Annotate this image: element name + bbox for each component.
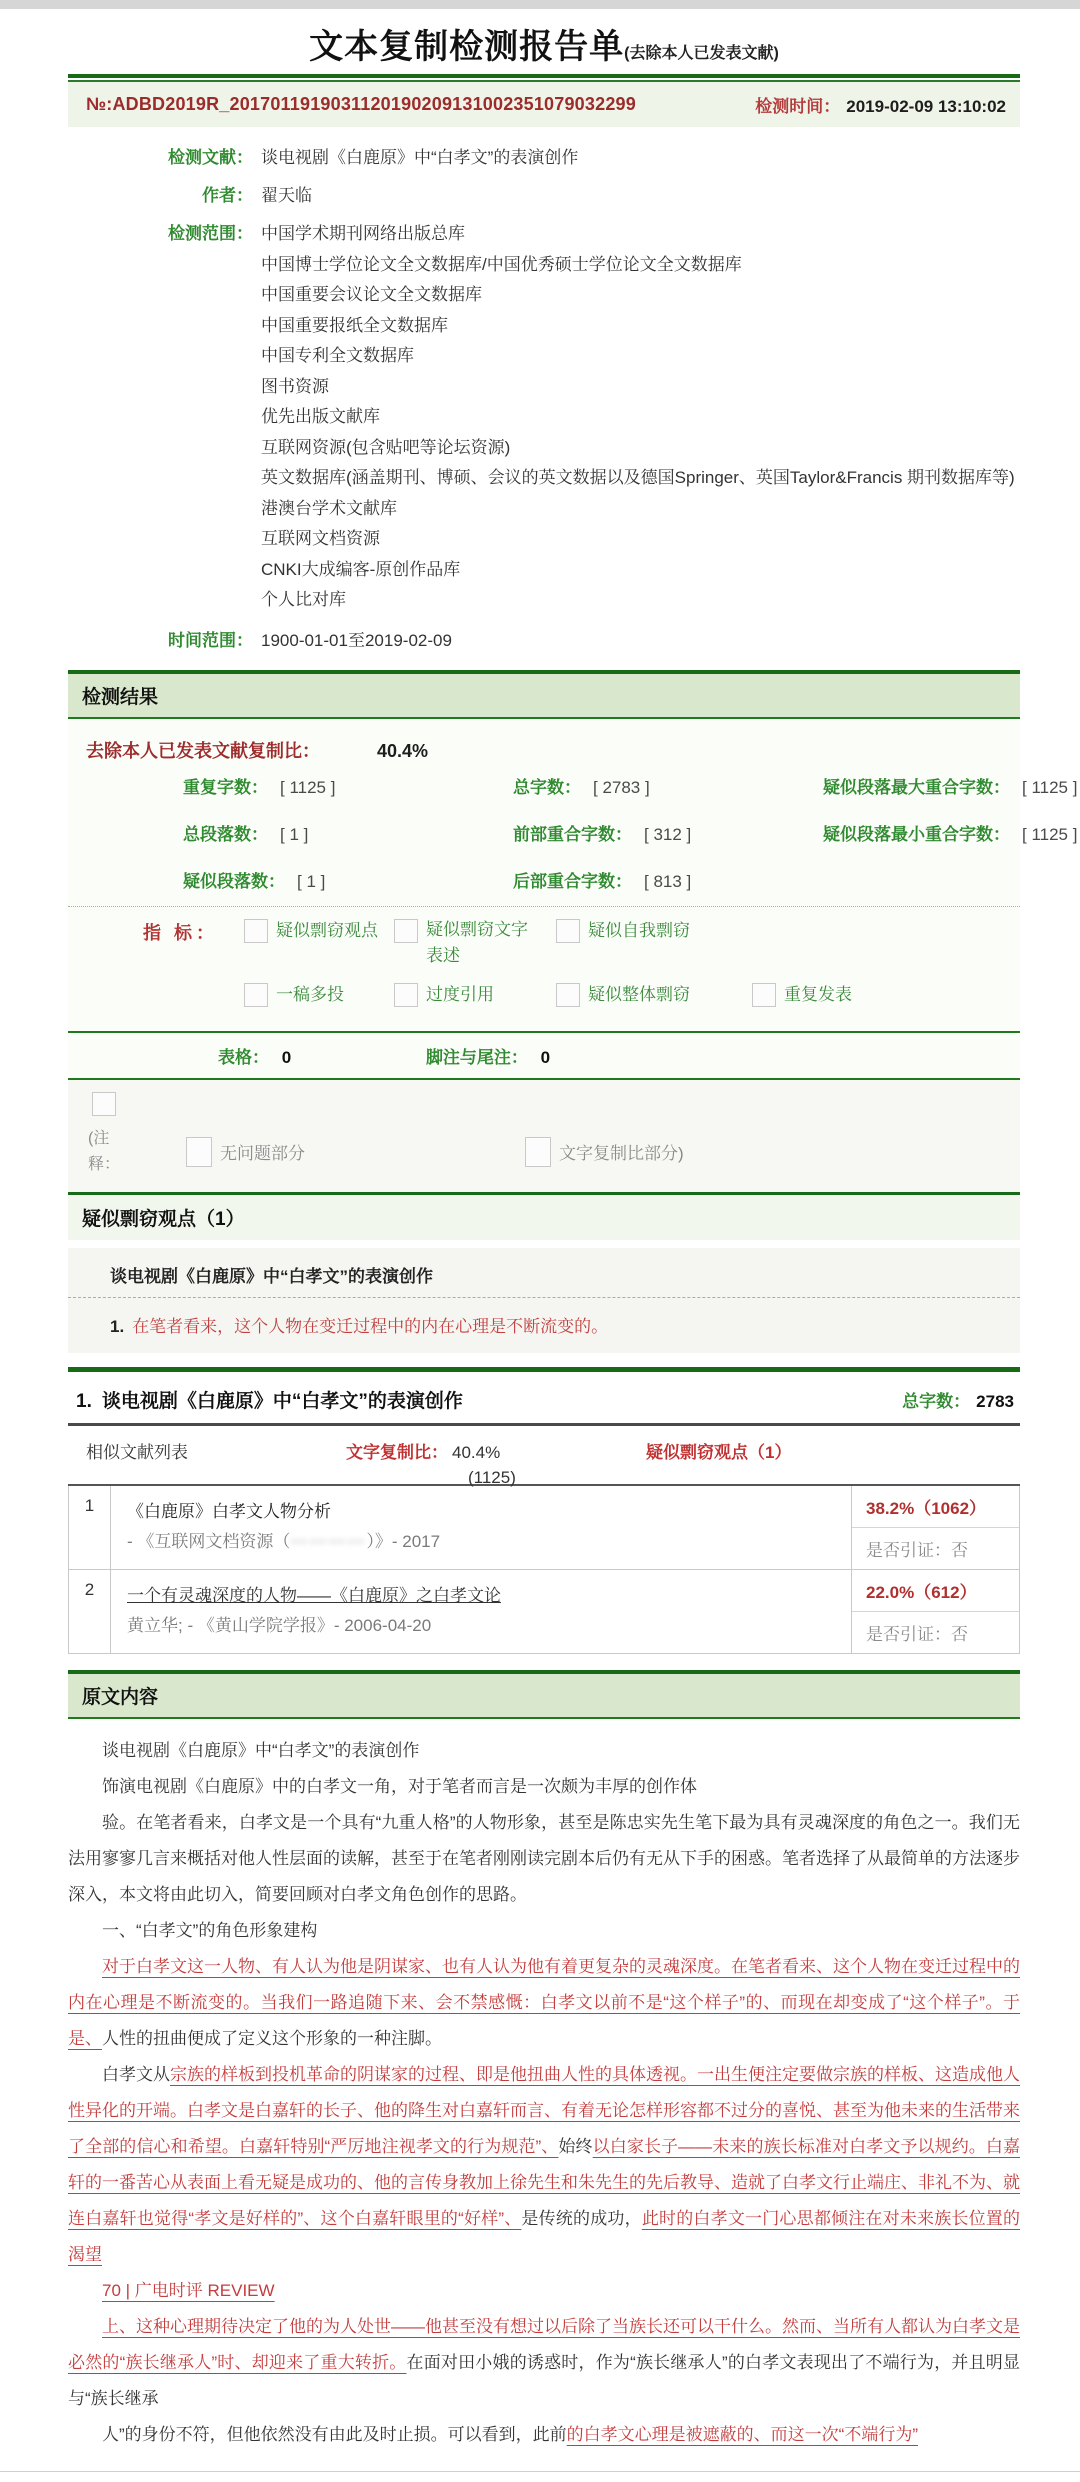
- suspect-item-number: 1.: [110, 1316, 125, 1336]
- doc-label: 检测文献：: [168, 148, 253, 167]
- checkbox-whole-plagiarism[interactable]: [556, 983, 580, 1007]
- report-page: [0, 9, 1080, 2482]
- stat-max-overlap: 疑似段落最大重合字数： [ 1125 ]: [823, 777, 1078, 797]
- section-header-suspect-viewpoints: 疑似剽窃观点（1）: [68, 1192, 1020, 1240]
- divider-bottom: [0, 2471, 1080, 2472]
- author-value: 翟天临: [261, 186, 312, 205]
- similar-literature-header: [68, 1426, 1020, 1487]
- similar-list-label: 相似文献列表: [86, 1442, 188, 1462]
- counts-row: [68, 1033, 1020, 1078]
- literature-title-link[interactable]: 一个有灵魂深度的人物——《白鹿原》之白孝文论: [127, 1586, 501, 1605]
- indicator-whole-plagiarism: 疑似整体剽窃: [556, 983, 752, 1007]
- redacted-text: ⋯⋯⋯⋯: [290, 1532, 367, 1551]
- stat-total-chars: 总字数： [ 2783 ]: [513, 777, 650, 797]
- indicator-row-2: [68, 983, 1020, 1007]
- suspect-doc-title: 谈电视剧《白鹿原》中“白孝文”的表演创作: [68, 1260, 1020, 1298]
- detail-section-header: [68, 1372, 1020, 1423]
- stats-grid: [68, 769, 1078, 900]
- row-right: [852, 1485, 1020, 1570]
- note-prefix: (注 释：: [88, 1129, 121, 1173]
- indicator-suspect-viewpoint: 疑似剽窃观点: [244, 919, 394, 943]
- scope-item: 互联网文档资源: [261, 529, 380, 548]
- scope-item: 中国专利全文数据库: [261, 346, 414, 365]
- indicator-label: 指 标：: [142, 922, 218, 943]
- detail-title: 谈电视剧《白鹿原》中“白孝文”的表演创作: [101, 1390, 463, 1412]
- suspect-item-text: 在笔者看来，这个人物在变迁过程中的内在心理是不断流变的。: [132, 1316, 609, 1336]
- checkbox-no-problem[interactable]: [186, 1137, 212, 1167]
- info-row-author: [68, 181, 1020, 211]
- scope-item: 中国学术期刊网络出版总库: [261, 224, 465, 243]
- document-info: [68, 127, 1020, 670]
- stat-back-overlap: 后部重合字数： [ 813 ]: [513, 871, 692, 891]
- content-paragraph-plagiarized: 人”的身份不符，但他依然没有由此及时止损。可以看到，此前的白孝文心理是被遮蔽的、而这一次“不端行为”: [102, 2424, 918, 2444]
- scope-item: 中国重要报纸全文数据库: [261, 315, 448, 335]
- copy-ratio-summary: [346, 1438, 646, 1487]
- checkbox-suspect-wording[interactable]: [394, 919, 418, 943]
- page-subtitle: (去除本人已发表文献): [624, 45, 779, 62]
- content-paragraph: 饰演电视剧《白鹿原》中的白孝文一角，对于笔者而言是一次颇为丰厚的创作体: [102, 1776, 697, 1796]
- content-paragraph-plagiarized: 白孝文从宗族的样板到投机革命的阴谋家的过程、即是他扭曲人性的具体透视。一出生便注定要做宗族的样板、这造成他人性异化的开端。白孝文是白嘉轩的长子、他的降生对白嘉轩而言、有着无论怎样形容都不过分的喜悦、甚至为他未来的生活带来了全部的信心和希望。白嘉轩特别“严厉地注视孝文的行为规范”、始终以白家长子——未来的族长标准对白孝文予以规约。白嘉轩的一番苦心从表面上看无疑是成功的、他的言传身教加上徐先生和朱先生的先后教导、造就了白孝文行止端庄、非礼不为、就连白嘉轩也觉得“孝文是好样的”、这个白嘉轩眼里的“好样”、是传统的成功，此时的白孝文一门心思都倾注在对未来族长位置的渴望: [68, 2064, 1021, 2264]
- scope-item: 中国博士学位论文全文数据库/中国优秀硕士学位论文全文数据库: [261, 254, 742, 274]
- stat-repeat-chars: 重复字数： [ 1125 ]: [183, 777, 336, 797]
- scope-item: 优先出版文献库: [261, 407, 380, 426]
- stat-min-overlap: 疑似段落最小重合字数： [ 1125 ]: [823, 824, 1078, 844]
- note-block: [68, 1080, 1020, 1192]
- range-value: 1900-01-01至2019-02-09: [261, 630, 452, 650]
- result-block: [68, 719, 1078, 1192]
- footnote-count-label: 脚注与尾注：: [425, 1047, 528, 1067]
- checkbox-copy-ratio-part[interactable]: [525, 1137, 551, 1167]
- section-header-original-content: 原文内容: [68, 1670, 1020, 1719]
- detail-number: 1.: [76, 1390, 92, 1412]
- report-title: [68, 9, 1020, 74]
- info-row-scope: [68, 219, 1020, 616]
- copy-ratio-row: [68, 725, 1020, 769]
- checkbox-note-top[interactable]: [92, 1092, 116, 1116]
- suspect-viewpoint-item: [68, 1298, 1020, 1339]
- detail-total-chars: [902, 1387, 1014, 1412]
- content-paragraph-plagiarized: 70 | 广电时评 REVIEW: [102, 2280, 275, 2300]
- report-number-bar: [68, 82, 1020, 127]
- checkbox-suspect-viewpoint[interactable]: [244, 919, 268, 943]
- author-label: 作者：: [202, 186, 253, 205]
- total-chars-value: 2783: [976, 1391, 1014, 1411]
- doc-value: 谈电视剧《白鹿原》中“白孝文”的表演创作: [261, 148, 579, 167]
- content-paragraph: 一、“白孝文”的角色形象建构: [102, 1920, 318, 1940]
- checkbox-self-plagiarism[interactable]: [556, 919, 580, 943]
- divider-double-green: [68, 74, 1020, 82]
- similarity-percent: 22.0%（612）: [852, 1570, 1019, 1612]
- detail-title-line: [76, 1386, 463, 1413]
- copy-ratio-count: (1125): [468, 1467, 516, 1487]
- scope-item: 图书资源: [261, 376, 329, 396]
- row-right: [852, 1569, 1020, 1653]
- copy-ratio-value: 40.4%: [452, 1442, 501, 1462]
- copy-ratio-label: 去除本人已发表文献复制比：: [86, 740, 320, 761]
- note-no-problem: 无问题部分: [186, 1137, 305, 1167]
- suspect-viewpoint-count: 疑似剽窃观点（1）: [646, 1442, 792, 1462]
- table-row: [69, 1485, 1020, 1570]
- literature-source: 黄立华; - 《黄山学院学报》- 2006-04-20: [127, 1616, 432, 1635]
- copy-ratio-value: 40.4%: [377, 740, 429, 761]
- content-paragraph-plagiarized: 上、这种心理期待决定了他的为人处世——他甚至没有想过以后除了当族长还可以干什么。然而、当所有人都认为白孝文是必然的“族长继承人”时、却迎来了重大转折。在面对田小娥的诱惑时，作为“族长继承人”的白孝文表现出了不端行为，并且明显与“族长继承: [68, 2316, 1021, 2408]
- similarity-percent: 38.2%（1062）: [852, 1486, 1019, 1528]
- stat-front-overlap: 前部重合字数： [ 312 ]: [513, 824, 692, 844]
- footnote-count-value: 0: [540, 1047, 551, 1067]
- indicator-over-citation: 过度引用: [394, 983, 556, 1007]
- total-chars-label: 总字数：: [902, 1391, 971, 1411]
- note-copy-ratio-part: 文字复制比部分): [525, 1137, 684, 1167]
- scope-item: 英文数据库(涵盖期刊、博硕、会议的英文数据以及德国Springer、英国Taylor&Francis 期刊数据库等): [261, 468, 1015, 487]
- check-time-value: 2019-02-09 13:10:02: [846, 97, 1006, 116]
- stat-total-paragraphs: 总段落数： [ 1 ]: [183, 824, 309, 844]
- indicators: [68, 907, 1020, 1031]
- table-count-value: 0: [281, 1047, 292, 1067]
- indicator-suspect-wording: 疑似剽窃文字表述: [394, 919, 556, 969]
- original-content: [68, 1719, 1020, 2482]
- content-paragraph-plagiarized: 对于白孝文这一人物、有人认为他是阴谋家、也有人认为他有着更复杂的灵魂深度。在笔者看来、这个人物在变迁过程中的内在心理是不断流变的。当我们一路追随下来、会不禁感慨：白孝文以前不是“这个样子”的、而现在却变成了“这个样子”。于是、人性的扭曲便成了定义这个形象的一种注脚。: [68, 1956, 1020, 2048]
- citation-status: 是否引证：否: [866, 1540, 968, 1560]
- check-time: [755, 92, 1006, 117]
- row-main: [111, 1569, 852, 1653]
- stat-suspect-paragraphs: 疑似段落数： [ 1 ]: [183, 871, 326, 891]
- scope-list: [261, 219, 1015, 616]
- citation-status: 是否引证：否: [866, 1624, 968, 1644]
- scope-item: 互联网资源(包含贴吧等论坛资源): [261, 437, 511, 457]
- info-row-range: [68, 626, 1020, 656]
- checkbox-duplicate-publication[interactable]: [752, 983, 776, 1007]
- content-paragraph: 验。在笔者看来，白孝文是一个具有“九重人格”的人物形象，甚至是陈忠实先生笔下最为具有灵魂深度的角色之一。我们无法用寥寥几言来概括对他人性层面的读解，甚至于在笔者刚刚读完剧本后仍有无从下手的困惑。笔者选择了从最简单的方法逐步深入，本文将由此切入，简要回顾对白孝文角色创作的思路。: [68, 1812, 1020, 1904]
- section-header-result: 检测结果: [68, 670, 1020, 719]
- checkbox-over-citation[interactable]: [394, 983, 418, 1007]
- indicator-duplicate-publication: 重复发表: [752, 983, 852, 1007]
- table-count-label: 表格：: [218, 1047, 269, 1067]
- scope-item: 个人比对库: [261, 590, 346, 609]
- indicator-multiple-submission: 一稿多投: [244, 983, 394, 1007]
- indicator-row-1: [68, 919, 1020, 969]
- copy-ratio-label: 文字复制比：: [346, 1442, 448, 1462]
- literature-source: - 《互联网文档资源（⋯⋯⋯⋯）》- 2017: [127, 1532, 441, 1551]
- row-main: [111, 1485, 852, 1570]
- content-paragraph: 谈电视剧《白鹿原》中“白孝文”的表演创作: [102, 1740, 420, 1760]
- range-label: 时间范围：: [168, 630, 253, 650]
- indicator-self-plagiarism: 疑似自我剽窃: [556, 919, 752, 943]
- report-number: №:ADBD2019R_2017011919031120190209131002351079032299: [86, 94, 636, 114]
- scope-label: 检测范围：: [168, 224, 253, 243]
- page-title: 文本复制检测报告单: [309, 28, 625, 66]
- note-legend: [88, 1126, 1020, 1178]
- scope-item: CNKI大成编客-原创作品库: [261, 559, 461, 579]
- similar-literature-table: [68, 1484, 1020, 1654]
- table-row: [69, 1569, 1020, 1653]
- check-time-label: 检测时间：: [755, 97, 841, 116]
- row-number: 2: [69, 1569, 111, 1653]
- literature-title-link[interactable]: 《白鹿原》白孝文人物分析: [127, 1502, 331, 1521]
- checkbox-multiple-submission[interactable]: [244, 983, 268, 1007]
- row-number: 1: [69, 1485, 111, 1570]
- browser-top-strip: [0, 0, 1080, 9]
- info-row-document: [68, 143, 1020, 173]
- suspect-viewpoint-box: [68, 1248, 1020, 1353]
- scope-item: 港澳台学术文献库: [261, 498, 397, 518]
- scope-item: 中国重要会议论文全文数据库: [261, 285, 482, 304]
